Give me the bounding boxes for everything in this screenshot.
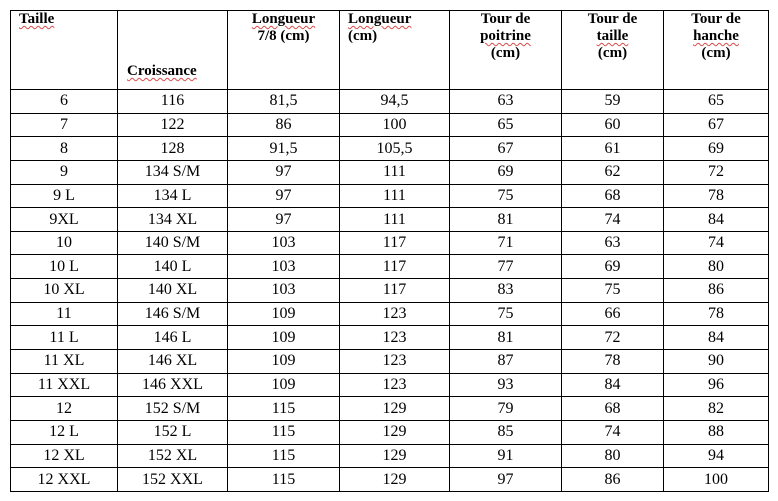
cell-longueur: 129 xyxy=(340,420,450,444)
cell-longueur: 129 xyxy=(340,468,450,492)
cell-tour-hanche: 84 xyxy=(664,326,769,350)
cell-longueur-78: 91,5 xyxy=(228,137,340,161)
cell-croissance: 134 XL xyxy=(118,208,228,232)
cell-croissance: 152 S/M xyxy=(118,397,228,421)
cell-longueur: 123 xyxy=(340,350,450,374)
table-row xyxy=(11,326,769,350)
cell-longueur: 105,5 xyxy=(340,137,450,161)
cell-croissance: 146 XL xyxy=(118,350,228,374)
cell-longueur: 117 xyxy=(340,279,450,303)
cell-tour-hanche: 69 xyxy=(664,137,769,161)
cell-croissance: 146 S/M xyxy=(118,302,228,326)
cell-tour-taille: 59 xyxy=(562,90,664,114)
header-croissance-text: Croissance xyxy=(127,63,197,79)
cell-tour-taille: 80 xyxy=(562,444,664,468)
cell-longueur-78: 81,5 xyxy=(228,90,340,114)
cell-longueur-78: 109 xyxy=(228,373,340,397)
cell-taille: 9XL xyxy=(11,208,118,232)
cell-longueur-78: 115 xyxy=(228,420,340,444)
cell-tour-hanche: 67 xyxy=(664,113,769,137)
cell-longueur-78: 103 xyxy=(228,279,340,303)
header-longueur-line1: Longueur xyxy=(348,11,412,27)
cell-tour-poitrine: 69 xyxy=(450,160,562,184)
cell-tour-hanche: 74 xyxy=(664,231,769,255)
cell-tour-hanche: 78 xyxy=(664,184,769,208)
header-tour-hanche-line2: hanche xyxy=(693,28,739,44)
table-row xyxy=(11,279,769,303)
cell-longueur-78: 109 xyxy=(228,350,340,374)
cell-taille: 9 L xyxy=(11,184,118,208)
cell-croissance: 152 XL xyxy=(118,444,228,468)
cell-longueur: 129 xyxy=(340,397,450,421)
cell-longueur-78: 86 xyxy=(228,113,340,137)
cell-tour-taille: 86 xyxy=(562,468,664,492)
cell-tour-hanche: 82 xyxy=(664,397,769,421)
cell-tour-poitrine: 81 xyxy=(450,326,562,350)
cell-croissance: 134 S/M xyxy=(118,160,228,184)
table-row xyxy=(11,420,769,444)
cell-tour-taille: 62 xyxy=(562,160,664,184)
table-row xyxy=(11,137,769,161)
cell-croissance: 146 XXL xyxy=(118,373,228,397)
header-tour-taille-line3: (cm) xyxy=(597,45,628,61)
cell-tour-hanche: 78 xyxy=(664,302,769,326)
header-tour-taille xyxy=(562,11,664,90)
header-longueur-78-line2: 7/8 (cm) xyxy=(257,28,310,44)
header-row xyxy=(11,11,769,90)
header-taille xyxy=(11,11,118,90)
cell-tour-taille: 60 xyxy=(562,113,664,137)
cell-tour-poitrine: 75 xyxy=(450,184,562,208)
cell-taille: 10 XL xyxy=(11,279,118,303)
cell-taille: 8 xyxy=(11,137,118,161)
cell-tour-hanche: 94 xyxy=(664,444,769,468)
header-longueur-78-line1: Longueur xyxy=(251,11,316,27)
cell-tour-taille: 69 xyxy=(562,255,664,279)
cell-tour-hanche: 65 xyxy=(664,90,769,114)
cell-tour-poitrine: 77 xyxy=(450,255,562,279)
cell-longueur-78: 97 xyxy=(228,208,340,232)
cell-taille: 7 xyxy=(11,113,118,137)
cell-croissance: 152 XXL xyxy=(118,468,228,492)
header-tour-hanche xyxy=(664,11,769,90)
cell-taille: 11 L xyxy=(11,326,118,350)
table-row xyxy=(11,444,769,468)
table-row xyxy=(11,373,769,397)
size-chart-table xyxy=(10,10,769,492)
cell-tour-hanche: 90 xyxy=(664,350,769,374)
table-row xyxy=(11,113,769,137)
cell-longueur: 123 xyxy=(340,373,450,397)
table-row xyxy=(11,184,769,208)
cell-croissance: 140 L xyxy=(118,255,228,279)
cell-croissance: 122 xyxy=(118,113,228,137)
cell-croissance: 128 xyxy=(118,137,228,161)
cell-tour-taille: 75 xyxy=(562,279,664,303)
cell-taille: 9 xyxy=(11,160,118,184)
cell-taille: 12 L xyxy=(11,420,118,444)
cell-croissance: 146 L xyxy=(118,326,228,350)
table-row xyxy=(11,90,769,114)
cell-longueur-78: 97 xyxy=(228,160,340,184)
cell-taille: 11 xyxy=(11,302,118,326)
table-row xyxy=(11,208,769,232)
cell-croissance: 152 L xyxy=(118,420,228,444)
cell-tour-poitrine: 97 xyxy=(450,468,562,492)
cell-longueur-78: 109 xyxy=(228,326,340,350)
cell-longueur: 94,5 xyxy=(340,90,450,114)
header-tour-poitrine-line1: Tour de xyxy=(480,11,531,27)
cell-tour-poitrine: 75 xyxy=(450,302,562,326)
header-tour-hanche-line3: (cm) xyxy=(701,45,731,61)
cell-tour-poitrine: 91 xyxy=(450,444,562,468)
cell-tour-taille: 61 xyxy=(562,137,664,161)
cell-croissance: 134 L xyxy=(118,184,228,208)
cell-longueur-78: 103 xyxy=(228,231,340,255)
cell-tour-hanche: 88 xyxy=(664,420,769,444)
cell-longueur-78: 109 xyxy=(228,302,340,326)
cell-croissance: 140 XL xyxy=(118,279,228,303)
cell-taille: 11 XXL xyxy=(11,373,118,397)
cell-tour-hanche: 100 xyxy=(664,468,769,492)
header-tour-taille-line1: Tour de xyxy=(587,11,638,27)
cell-tour-taille: 74 xyxy=(562,208,664,232)
cell-tour-hanche: 96 xyxy=(664,373,769,397)
cell-tour-taille: 84 xyxy=(562,373,664,397)
cell-tour-taille: 72 xyxy=(562,326,664,350)
cell-tour-taille: 66 xyxy=(562,302,664,326)
cell-tour-poitrine: 65 xyxy=(450,113,562,137)
header-longueur xyxy=(340,11,450,90)
cell-taille: 10 L xyxy=(11,255,118,279)
cell-tour-hanche: 86 xyxy=(664,279,769,303)
header-tour-hanche-line1: Tour de xyxy=(691,11,741,27)
cell-taille: 11 XL xyxy=(11,350,118,374)
table-body xyxy=(11,90,769,492)
cell-longueur: 129 xyxy=(340,444,450,468)
cell-tour-taille: 74 xyxy=(562,420,664,444)
cell-longueur: 123 xyxy=(340,326,450,350)
header-longueur-78 xyxy=(228,11,340,90)
cell-tour-hanche: 80 xyxy=(664,255,769,279)
cell-taille: 12 xyxy=(11,397,118,421)
cell-tour-taille: 78 xyxy=(562,350,664,374)
header-tour-poitrine xyxy=(450,11,562,90)
cell-longueur: 123 xyxy=(340,302,450,326)
header-longueur-line2: (cm) xyxy=(348,28,378,44)
table-row xyxy=(11,255,769,279)
cell-tour-poitrine: 63 xyxy=(450,90,562,114)
cell-croissance: 140 S/M xyxy=(118,231,228,255)
table-row xyxy=(11,397,769,421)
cell-tour-hanche: 84 xyxy=(664,208,769,232)
header-tour-poitrine-line2: poitrine xyxy=(480,28,531,44)
header-taille-text: Taille xyxy=(19,11,55,27)
table-row xyxy=(11,160,769,184)
header-croissance xyxy=(118,11,228,90)
table-row xyxy=(11,468,769,492)
cell-tour-taille: 63 xyxy=(562,231,664,255)
cell-taille: 12 XXL xyxy=(11,468,118,492)
cell-longueur: 100 xyxy=(340,113,450,137)
cell-tour-poitrine: 79 xyxy=(450,397,562,421)
cell-tour-hanche: 72 xyxy=(664,160,769,184)
cell-taille: 12 XL xyxy=(11,444,118,468)
cell-longueur-78: 115 xyxy=(228,444,340,468)
cell-longueur: 111 xyxy=(340,208,450,232)
cell-taille: 6 xyxy=(11,90,118,114)
cell-longueur: 117 xyxy=(340,255,450,279)
cell-croissance: 116 xyxy=(118,90,228,114)
cell-tour-taille: 68 xyxy=(562,397,664,421)
cell-tour-poitrine: 67 xyxy=(450,137,562,161)
cell-tour-poitrine: 85 xyxy=(450,420,562,444)
cell-tour-poitrine: 93 xyxy=(450,373,562,397)
cell-longueur-78: 103 xyxy=(228,255,340,279)
header-tour-poitrine-line3: (cm) xyxy=(490,45,521,61)
table-row xyxy=(11,302,769,326)
header-tour-taille-line2: taille xyxy=(596,28,629,44)
cell-tour-taille: 68 xyxy=(562,184,664,208)
cell-tour-poitrine: 71 xyxy=(450,231,562,255)
table-row xyxy=(11,231,769,255)
cell-longueur-78: 97 xyxy=(228,184,340,208)
cell-tour-poitrine: 83 xyxy=(450,279,562,303)
cell-longueur: 111 xyxy=(340,184,450,208)
cell-tour-poitrine: 87 xyxy=(450,350,562,374)
cell-taille: 10 xyxy=(11,231,118,255)
cell-longueur-78: 115 xyxy=(228,468,340,492)
cell-longueur: 111 xyxy=(340,160,450,184)
table-row xyxy=(11,350,769,374)
cell-tour-poitrine: 81 xyxy=(450,208,562,232)
cell-longueur-78: 115 xyxy=(228,397,340,421)
cell-longueur: 117 xyxy=(340,231,450,255)
